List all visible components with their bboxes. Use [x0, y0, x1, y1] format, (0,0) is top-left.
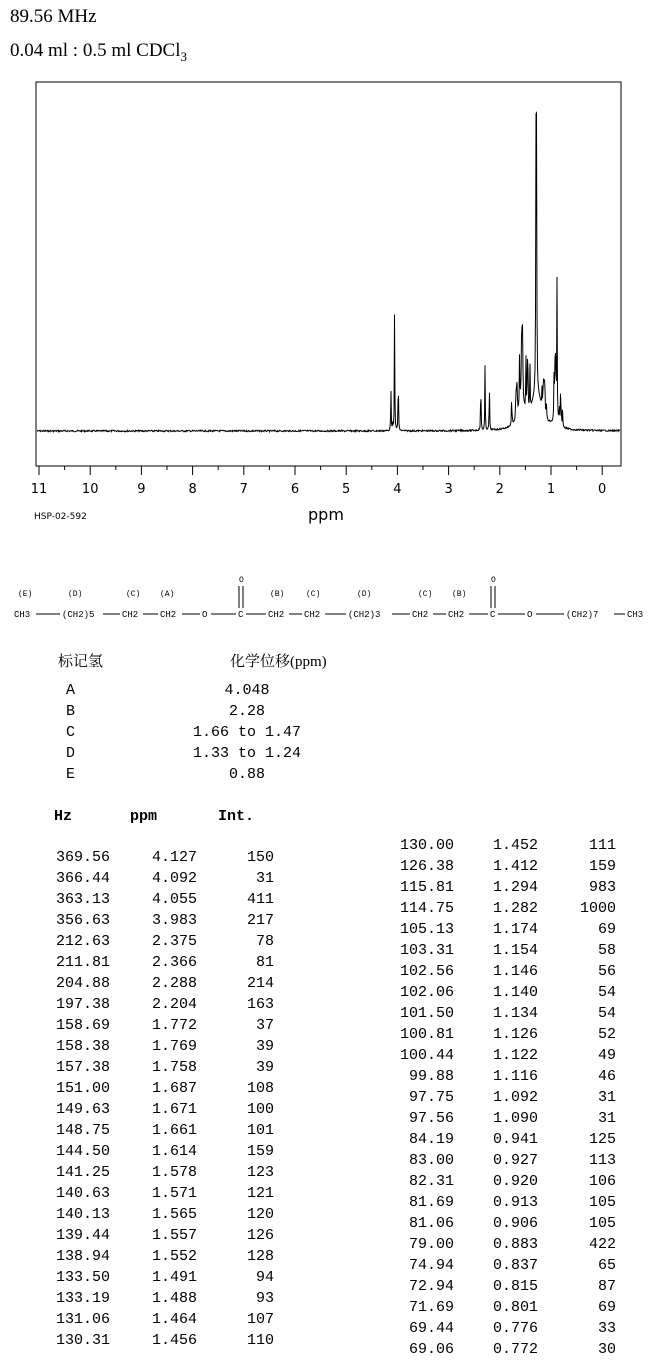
- nmr-spectrum-chart: [0, 0, 652, 540]
- assignment-shift: 4.048: [224, 682, 270, 699]
- peak-ppm: 1.578: [151, 1164, 197, 1181]
- peak-intensity: 49: [597, 1047, 616, 1064]
- peak-intensity: 120: [246, 1206, 274, 1223]
- peak-intensity: 87: [597, 1278, 616, 1295]
- peak-intensity: 69: [597, 921, 616, 938]
- peak-ppm: 1.687: [151, 1080, 197, 1097]
- peak-ppm: 1.456: [151, 1332, 197, 1349]
- structure-group: CH2: [448, 610, 465, 620]
- peak-intensity: 31: [255, 870, 274, 887]
- assignment-shift: 1.66 to 1.47: [192, 724, 302, 741]
- x-axis: [31, 466, 607, 497]
- peak-hz: 102.56: [399, 963, 454, 980]
- peak-ppm: 1.565: [151, 1206, 197, 1223]
- peak-hz: 158.38: [55, 1038, 110, 1055]
- peak-ppm: 0.772: [492, 1341, 538, 1358]
- peak-intensity: 128: [246, 1248, 274, 1265]
- structure-label: (C): [126, 590, 141, 599]
- peak-intensity: 65: [597, 1257, 616, 1274]
- peak-hz: 131.06: [55, 1311, 110, 1328]
- peak-hz: 212.63: [55, 933, 110, 950]
- peak-intensity: 411: [246, 891, 274, 908]
- peak-hz: 71.69: [408, 1299, 454, 1316]
- peak-hz: 204.88: [55, 975, 110, 992]
- x-tick-label: 8: [188, 482, 197, 497]
- peak-hz: 97.56: [408, 1110, 454, 1127]
- assignment-label: C: [66, 724, 76, 741]
- peak-intensity: 214: [246, 975, 274, 992]
- x-tick-label: 5: [342, 482, 351, 497]
- peak-intensity: 54: [597, 1005, 616, 1022]
- peak-ppm: 1.090: [492, 1110, 538, 1127]
- x-tick-label: 1: [546, 482, 556, 497]
- peak-hz: 102.06: [399, 984, 454, 1001]
- peak-intensity: 105: [588, 1194, 616, 1211]
- peak-hz: 69.44: [408, 1320, 454, 1337]
- peak-hz: 138.94: [55, 1248, 110, 1265]
- spectrometer-frequency: 89.56 MHz: [10, 6, 97, 27]
- structure-label: O: [491, 576, 496, 585]
- peak-ppm: 0.920: [492, 1173, 538, 1190]
- x-tick-label: 11: [30, 482, 48, 497]
- peak-ppm: 0.941: [492, 1131, 538, 1148]
- peak-ppm: 0.906: [492, 1215, 538, 1232]
- peak-hz: 140.13: [55, 1206, 110, 1223]
- peak-hz: 130.31: [55, 1332, 110, 1349]
- peak-intensity: 58: [597, 942, 616, 959]
- peak-intensity: 39: [255, 1038, 274, 1055]
- peak-ppm: 1.758: [151, 1059, 197, 1076]
- molecular-structure: [0, 570, 652, 630]
- peak-intensity: 1000: [579, 900, 616, 917]
- peak-intensity: 30: [597, 1341, 616, 1358]
- peak-ppm: 3.983: [151, 912, 197, 929]
- peak-hz: 126.38: [399, 858, 454, 875]
- peak-intensity: 125: [588, 1131, 616, 1148]
- peak-intensity: 100: [246, 1101, 274, 1118]
- peak-intensity: 31: [597, 1110, 616, 1127]
- peak-ppm: 2.288: [151, 975, 197, 992]
- peak-intensity: 56: [597, 963, 616, 980]
- assignment-label: D: [66, 745, 76, 762]
- peak-hz: 363.13: [55, 891, 110, 908]
- peak-hz: 69.06: [408, 1341, 454, 1358]
- peak-intensity: 126: [246, 1227, 274, 1244]
- peak-ppm: 1.571: [151, 1185, 197, 1202]
- peak-hz: 114.75: [399, 900, 454, 917]
- peak-intensity: 111: [588, 837, 616, 854]
- x-tick-label: 7: [239, 482, 248, 497]
- peak-ppm: 1.116: [492, 1068, 538, 1085]
- peak-intensity: 159: [246, 1143, 274, 1160]
- structure-group: CH2: [268, 610, 285, 620]
- structure-group: C: [238, 610, 244, 620]
- peak-ppm: 1.557: [151, 1227, 197, 1244]
- structure-group: CH3: [14, 610, 31, 620]
- structure-label: (D): [357, 590, 372, 599]
- assignment-shift: 2.28: [228, 703, 265, 720]
- x-axis-label: ppm: [308, 505, 344, 524]
- peak-intensity: 121: [246, 1185, 274, 1202]
- peak-hz: 148.75: [55, 1122, 110, 1139]
- peak-ppm: 1.488: [151, 1290, 197, 1307]
- structure-group: CH2: [304, 610, 321, 620]
- peak-hz: 105.13: [399, 921, 454, 938]
- structure-label: (E): [18, 590, 33, 599]
- peak-ppm: 1.452: [492, 837, 538, 854]
- peak-hz: 81.69: [408, 1194, 454, 1211]
- peak-hz: 99.88: [408, 1068, 454, 1085]
- peak-ppm: 1.122: [492, 1047, 538, 1064]
- peak-ppm: 1.140: [492, 984, 538, 1001]
- peak-ppm: 0.927: [492, 1152, 538, 1169]
- assignment-label-header: 标记氢: [58, 654, 104, 670]
- assignment-label: A: [66, 682, 76, 699]
- assignment-label: B: [66, 703, 76, 720]
- peak-ppm: 0.776: [492, 1320, 538, 1337]
- structure-group: CH2: [122, 610, 139, 620]
- structure-group: O: [527, 610, 533, 620]
- peak-hz: 151.00: [55, 1080, 110, 1097]
- plot-frame: [36, 82, 621, 466]
- peak-ppm: 0.837: [492, 1257, 538, 1274]
- peak-ppm: 2.366: [151, 954, 197, 971]
- assignment-shift-header: 化学位移(ppm): [230, 654, 327, 670]
- peak-hz: 369.56: [55, 849, 110, 866]
- peak-ppm: 1.661: [151, 1122, 197, 1139]
- peak-intensity: 52: [597, 1026, 616, 1043]
- peak-intensity: 422: [588, 1236, 616, 1253]
- x-tick-label: 4: [393, 482, 402, 497]
- peak-intensity: 107: [246, 1311, 274, 1328]
- peak-intensity: 113: [588, 1152, 616, 1169]
- peak-intensity: 150: [246, 849, 274, 866]
- peak-hz: 81.06: [408, 1215, 454, 1232]
- peak-hz: 100.81: [399, 1026, 454, 1043]
- solvent-subscript: 3: [180, 48, 187, 64]
- peak-ppm: 4.092: [151, 870, 197, 887]
- peak-ppm: 2.204: [151, 996, 197, 1013]
- peak-hz: 356.63: [55, 912, 110, 929]
- peak-hz: 101.50: [399, 1005, 454, 1022]
- peak-intensity: 159: [588, 858, 616, 875]
- peak-intensity: 108: [246, 1080, 274, 1097]
- peak-ppm: 1.174: [492, 921, 538, 938]
- peak-intensity: 31: [597, 1089, 616, 1106]
- peak-ppm: 1.491: [151, 1269, 197, 1286]
- structure-label: (D): [68, 590, 83, 599]
- x-tick-label: 2: [495, 482, 504, 497]
- solvent-text: 0.04 ml : 0.5 ml CDCl: [10, 40, 181, 61]
- peak-hz: 211.81: [55, 954, 110, 971]
- structure-group: CH2: [160, 610, 177, 620]
- peak-hz: 366.44: [55, 870, 110, 887]
- peak-ppm: 1.769: [151, 1038, 197, 1055]
- peak-header-int: Int.: [218, 808, 255, 825]
- peak-ppm: 1.671: [151, 1101, 197, 1118]
- peak-ppm: 1.294: [492, 879, 538, 896]
- peak-hz: 133.19: [55, 1290, 110, 1307]
- structure-group: CH3: [627, 610, 644, 620]
- peak-hz: 74.94: [408, 1257, 454, 1274]
- peak-intensity: 101: [246, 1122, 274, 1139]
- x-tick-label: 10: [81, 482, 99, 497]
- peak-intensity: 37: [255, 1017, 274, 1034]
- peak-header-hz: Hz: [54, 808, 73, 825]
- peak-ppm: 1.092: [492, 1089, 538, 1106]
- peak-intensity: 69: [597, 1299, 616, 1316]
- peak-ppm: 0.913: [492, 1194, 538, 1211]
- structure-label: O: [239, 576, 244, 585]
- peak-hz: 157.38: [55, 1059, 110, 1076]
- structure-label: (B): [270, 590, 285, 599]
- peak-hz: 158.69: [55, 1017, 110, 1034]
- spectrum-trace: [37, 113, 620, 432]
- assignment-shift: 0.88: [228, 766, 265, 783]
- peak-intensity: 39: [255, 1059, 274, 1076]
- x-tick-label: 6: [290, 482, 300, 497]
- peak-hz: 133.50: [55, 1269, 110, 1286]
- peak-intensity: 93: [255, 1290, 274, 1307]
- peak-hz: 130.00: [399, 837, 454, 854]
- structure-label: (C): [306, 590, 321, 599]
- peak-ppm: 1.772: [151, 1017, 197, 1034]
- peak-ppm: 1.154: [492, 942, 538, 959]
- assignment-shift: 1.33 to 1.24: [192, 745, 302, 762]
- peak-ppm: 0.815: [492, 1278, 538, 1295]
- peak-hz: 149.63: [55, 1101, 110, 1118]
- peak-ppm: 1.134: [492, 1005, 538, 1022]
- structure-label: (A): [160, 590, 175, 599]
- peak-intensity: 81: [255, 954, 274, 971]
- peak-hz: 144.50: [55, 1143, 110, 1160]
- peak-intensity: 110: [246, 1332, 274, 1349]
- peak-hz: 141.25: [55, 1164, 110, 1181]
- structure-group: (CH2)3: [348, 610, 381, 620]
- peak-hz: 97.75: [408, 1089, 454, 1106]
- peak-hz: 115.81: [399, 879, 454, 896]
- peak-hz: 140.63: [55, 1185, 110, 1202]
- peak-intensity: 33: [597, 1320, 616, 1337]
- peak-header-ppm: ppm: [130, 808, 158, 825]
- structure-group: O: [202, 610, 208, 620]
- x-tick-label: 3: [444, 482, 453, 497]
- peak-ppm: 1.126: [492, 1026, 538, 1043]
- structure-label: (B): [452, 590, 467, 599]
- plot-id: HSP-02-592: [34, 512, 87, 522]
- peak-ppm: 0.801: [492, 1299, 538, 1316]
- peak-hz: 103.31: [399, 942, 454, 959]
- peak-intensity: 78: [255, 933, 274, 950]
- structure-group: (CH2)5: [62, 610, 95, 620]
- structure-group: (CH2)7: [566, 610, 599, 620]
- peak-ppm: 1.552: [151, 1248, 197, 1265]
- peak-ppm: 1.412: [492, 858, 538, 875]
- peak-hz: 84.19: [408, 1131, 454, 1148]
- peak-ppm: 1.464: [151, 1311, 197, 1328]
- peak-hz: 197.38: [55, 996, 110, 1013]
- peak-intensity: 94: [255, 1269, 274, 1286]
- peak-intensity: 54: [597, 984, 616, 1001]
- peak-ppm: 2.375: [151, 933, 197, 950]
- structure-label: (C): [418, 590, 433, 599]
- peak-intensity: 106: [588, 1173, 616, 1190]
- x-tick-label: 0: [598, 482, 607, 497]
- peak-intensity: 983: [588, 879, 616, 896]
- structure-group: CH2: [412, 610, 429, 620]
- peak-ppm: 1.614: [151, 1143, 197, 1160]
- peak-ppm: 4.127: [151, 849, 197, 866]
- peak-intensity: 46: [597, 1068, 616, 1085]
- peak-ppm: 1.146: [492, 963, 538, 980]
- peak-intensity: 105: [588, 1215, 616, 1232]
- peak-hz: 83.00: [408, 1152, 454, 1169]
- peak-ppm: 0.883: [492, 1236, 538, 1253]
- assignment-label: E: [66, 766, 76, 783]
- peak-hz: 79.00: [408, 1236, 454, 1253]
- peak-ppm: 4.055: [151, 891, 197, 908]
- peak-hz: 72.94: [408, 1278, 454, 1295]
- peak-hz: 100.44: [399, 1047, 454, 1064]
- x-tick-label: 9: [137, 482, 146, 497]
- peak-ppm: 1.282: [492, 900, 538, 917]
- peak-hz: 82.31: [408, 1173, 454, 1190]
- peak-intensity: 217: [246, 912, 274, 929]
- structure-group: C: [490, 610, 496, 620]
- peak-hz: 139.44: [55, 1227, 110, 1244]
- peak-intensity: 123: [246, 1164, 274, 1181]
- peak-intensity: 163: [246, 996, 274, 1013]
